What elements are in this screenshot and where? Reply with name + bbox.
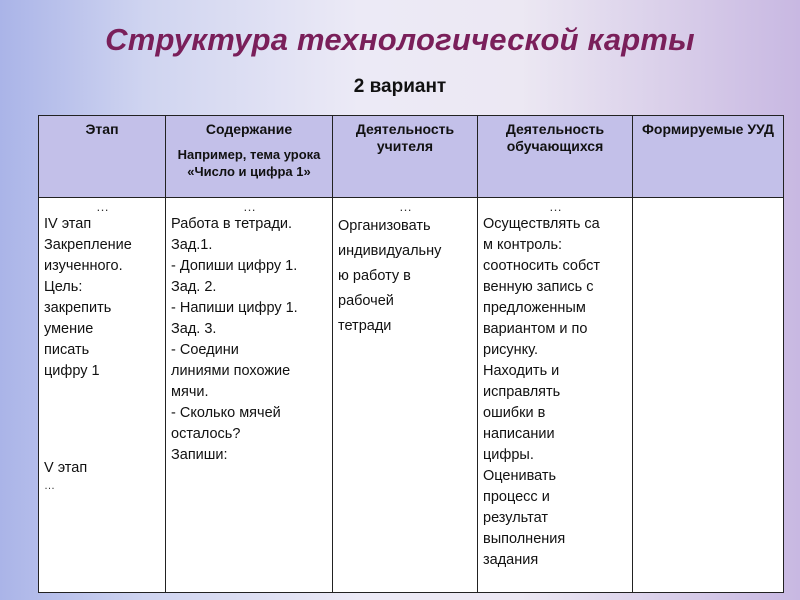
student-activity-text [483,214,628,571]
text-line: Оценивать [483,468,557,484]
header-uud: Формируемые УУД [633,116,784,198]
text-line: Организовать [338,218,431,234]
text-line: ю работу в [338,268,411,284]
ellipsis-marker: … [399,199,412,214]
text-line: ошибки в [483,405,546,421]
cell-student-activity [478,198,633,593]
ellipsis-marker: … [243,199,256,214]
stage-text [44,214,161,382]
technological-card-table [38,115,784,593]
ellipsis-marker: … [96,199,109,214]
text-line: задания [483,552,539,568]
text-line: м контроль: [483,237,563,253]
cell-uud [633,198,784,593]
text-line: исправлять [483,384,561,400]
next-stage-ellipsis: … [44,480,55,492]
text-line: тетради [338,318,392,334]
text-line: индивидуальну [338,243,442,259]
text-line: изученного. [44,258,123,274]
cell-stage [39,198,166,593]
text-line: Работа в тетради. [171,216,293,232]
slide-title: Структура технологической карты [105,22,695,57]
cell-content [166,198,333,593]
ellipsis-marker: … [549,199,562,214]
text-line: предложенным [483,300,586,316]
text-line: осталось? [171,426,241,442]
slide-subtitle: 2 вариант [353,76,447,97]
content-text [171,214,328,466]
text-line: цифру 1 [44,363,100,379]
next-stage-label: V этап [44,460,88,476]
header-content: Содержание Например, тема урока «Число и цифра 1» [166,116,333,198]
text-line: линиями похожие [171,363,291,379]
teacher-activity-text [338,214,473,339]
text-line: написании [483,426,555,442]
text-line: выполнения [483,531,566,547]
cell-teacher-activity [333,198,478,593]
header-student-activity: Деятельность обучающихся [478,116,633,198]
text-line: - Сколько мячей [171,405,281,421]
text-line: Цель: [44,279,83,295]
text-line: мячи. [171,384,209,400]
text-line: вариантом и по [483,321,588,337]
text-line: венную запись с [483,279,594,295]
text-line: цифры. [483,447,534,463]
text-line: - Допиши цифру 1. [171,258,298,274]
text-line: - Напиши цифру 1. [171,300,298,316]
text-line: Закрепление [44,237,132,253]
text-line: результат [483,510,548,526]
table-row [39,198,784,593]
text-line: рисунку. [483,342,539,358]
text-line: рабочей [338,293,394,309]
text-line: Находить и [483,363,560,379]
text-line: писать [44,342,90,358]
text-line: закрепить [44,300,112,316]
text-line: процесс и [483,489,550,505]
text-line: IV этап [44,216,92,232]
text-line: Запиши: [171,447,228,463]
text-line: Зад. 2. [171,279,217,295]
text-line: Зад. 3. [171,321,217,337]
table-header-row [39,116,784,198]
header-stage: Этап [39,116,166,198]
text-line: - Соедини [171,342,239,358]
header-content-hint: Например, тема урока «Число и цифра 1» [177,147,321,179]
header-teacher-activity: Деятельность учителя [333,116,478,198]
text-line: Зад.1. [171,237,213,253]
text-line: умение [44,321,94,337]
text-line: соотносить собст [483,258,601,274]
text-line: Осуществлять са [483,216,600,232]
